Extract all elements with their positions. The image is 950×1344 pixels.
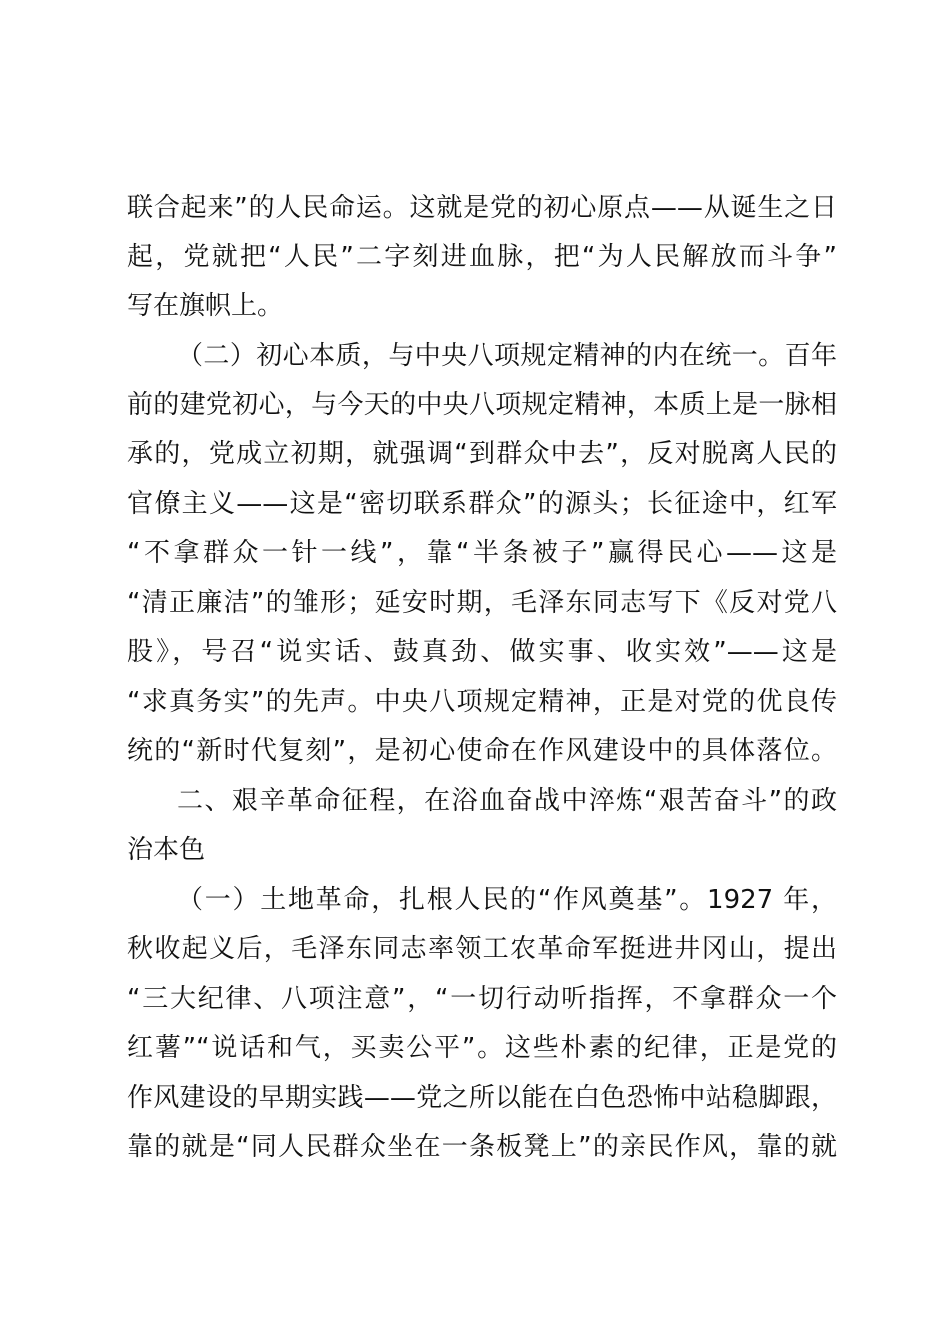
text-line: “求真务实”的先声。中央八项规定精神，正是对党的优良传 (127, 687, 837, 717)
text-line: 作风建设的早期实践——党之所以能在白色恐怖中站稳脚跟， (127, 1083, 837, 1113)
text-line: 承的，党成立初期，就强调“到群众中去”，反对脱离人民的 (127, 439, 837, 469)
text-line: 靠的就是“同人民群众坐在一条板凳上”的亲民作风，靠的就 (127, 1132, 837, 1162)
text-line: 红薯”“说话和气，买卖公平”。这些朴素的纪律，正是党的 (127, 1033, 837, 1063)
text-line: 统的“新时代复刻”，是初心使命在作风建设中的具体落位。 (127, 736, 837, 766)
text-line: “不拿群众一针一线”，靠“半条被子”赢得民心——这是 (127, 538, 837, 568)
text-line: 秋收起义后，毛泽东同志率领工农革命军挺进井冈山，提出 (127, 934, 837, 964)
text-line: 前的建党初心，与今天的中央八项规定精神，本质上是一脉相 (127, 390, 837, 420)
text-line: 股》，号召“说实话、鼓真劲、做实事、收实效”——这是 (127, 637, 837, 667)
section-heading: （二）初心本质，与中央八项规定精神的内在统一。百年 (177, 341, 837, 371)
section-heading: （一）土地革命，扎根人民的“作风奠基”。1927 年， (177, 885, 837, 915)
chapter-heading-continued: 治本色 (127, 835, 206, 865)
text-line: 写在旗帜上。 (127, 291, 284, 321)
chapter-heading: 二、艰辛革命征程，在浴血奋战中淬炼“艰苦奋斗”的政 (177, 786, 837, 816)
text-line: 官僚主义——这是“密切联系群众”的源头；长征途中，红军 (127, 489, 837, 519)
text-line: “清正廉洁”的雏形；延安时期，毛泽东同志写下《反对党八 (127, 588, 837, 618)
text-line: 起，党就把“人民”二字刻进血脉，把“为人民解放而斗争” (127, 242, 837, 272)
text-line: 联合起来”的人民命运。这就是党的初心原点——从诞生之日 (127, 193, 837, 223)
text-line: “三大纪律、八项注意”，“一切行动听指挥，不拿群众一个 (127, 984, 837, 1014)
